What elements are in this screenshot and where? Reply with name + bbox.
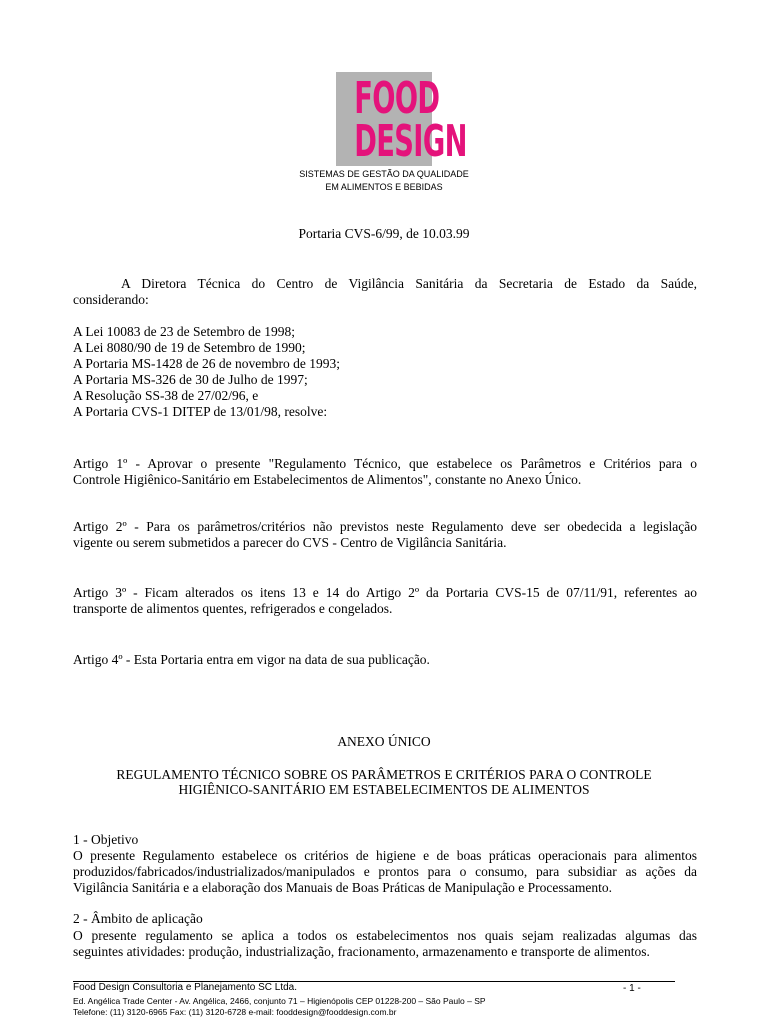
annex-title: ANEXO ÚNICO: [337, 734, 431, 749]
article-1: [73, 456, 697, 488]
annex-subtitle-line-1: REGULAMENTO TÉCNICO SOBRE OS PARÂMETROS E CRITÉRIOS PARA O CONTROLE: [116, 767, 652, 782]
article-4-line-1: Artigo 4º - Esta Portaria entra em vigor na data de sua publicação.: [73, 652, 430, 667]
consideration-item: A Resolução SS-38 de 27/02/96, e: [73, 388, 259, 403]
article-2-line-1: Artigo 2º - Para os parâmetros/critérios não previstos neste Regulamento deve ser obedecida a legislação: [73, 519, 697, 534]
article-3-line-1: Artigo 3º - Ficam alterados os itens 13 e 14 do Artigo 2º da Portaria CVS-15 de 07/11/91, referentes ao: [73, 585, 697, 600]
section-1-line-1: O presente Regulamento estabelece os critérios de higiene e de boas práticas operacionais para alimentos: [73, 848, 697, 863]
consideration-item: A Lei 8080/90 de 19 de Setembro de 1990;: [73, 340, 306, 355]
article-3: [73, 585, 697, 617]
annex-subtitle-line-2: HIGIÊNICO-SANITÁRIO EM ESTABELECIMENTOS DE ALIMENTOS: [178, 782, 590, 797]
footer-company: Food Design Consultoria e Planejamento SC Ltda.: [73, 982, 298, 993]
consideration-item: A Portaria MS-326 de 30 de Julho de 1997;: [73, 372, 308, 387]
section-2-line-1: O presente regulamento se aplica a todos os estabelecimentos nos quais sejam realizadas algumas das: [73, 928, 697, 943]
article-1-line-1: Artigo 1º - Aprovar o presente "Regulamento Técnico, que estabelece os Parâmetros e Critérios para o: [73, 456, 697, 471]
section-1-line-3: Vigilância Sanitária e a elaboração dos Manuais de Boas Práticas de Manipulação e Processamento.: [73, 880, 612, 895]
article-3-line-2: transporte de alimentos quentes, refrigerados e congelados.: [73, 601, 393, 616]
food-design-logo: [336, 72, 467, 167]
section-1-heading: 1 - Objetivo: [73, 832, 139, 847]
document-title: Portaria CVS-6/99, de 10.03.99: [298, 226, 470, 241]
tagline-line-2: EM ALIMENTOS E BEBIDAS: [325, 182, 443, 192]
consideration-item: A Portaria CVS-1 DITEP de 13/01/98, resolve:: [73, 404, 328, 419]
page-number: - 1 -: [623, 983, 641, 994]
section-2-heading: 2 - Âmbito de aplicação: [73, 911, 203, 926]
section-1-body: [73, 848, 697, 896]
consideration-item: A Portaria MS-1428 de 26 de novembro de 1993;: [73, 356, 340, 371]
footer-contact: Telefone: (11) 3120-6965 Fax: (11) 3120-6728 e-mail: fooddesign@fooddesign.com.br: [73, 1007, 397, 1017]
tagline-line-1: SISTEMAS DE GESTÃO DA QUALIDADE: [299, 169, 469, 179]
intro-paragraph: [73, 276, 697, 308]
consideration-item: A Lei 10083 de 23 de Setembro de 1998;: [73, 324, 295, 339]
article-2: [73, 519, 697, 551]
section-2-body: [73, 928, 697, 960]
footer-address: Ed. Angélica Trade Center - Av. Angélica, 2466, conjunto 71 – Higienópolis CEP 01228-200 – São Paulo – SP: [73, 996, 486, 1006]
section-2-line-2: seguintes atividades: produção, industrialização, fracionamento, armazenamento e transporte de alimentos.: [73, 944, 650, 959]
considerations-list: [73, 324, 340, 420]
logo-text-food: FOOD: [354, 73, 440, 124]
logo-text-design: DESIGN: [354, 116, 467, 167]
section-1-line-2: produzidos/fabricados/industrializados/manipulados e prontos para o consumo, para subsidiar as ações da: [73, 864, 697, 879]
intro-line-1: A Diretora Técnica do Centro de Vigilância Sanitária da Secretaria de Estado da Saúde,: [121, 276, 697, 291]
article-1-line-2: Controle Higiênico-Sanitário em Estabelecimentos de Alimentos", constante no Anexo Único.: [73, 472, 582, 487]
intro-line-2: considerando:: [73, 292, 149, 307]
article-4: [73, 652, 697, 668]
article-2-line-2: vigente ou serem submetidos a parecer do CVS - Centro de Vigilância Sanitária.: [73, 535, 507, 550]
